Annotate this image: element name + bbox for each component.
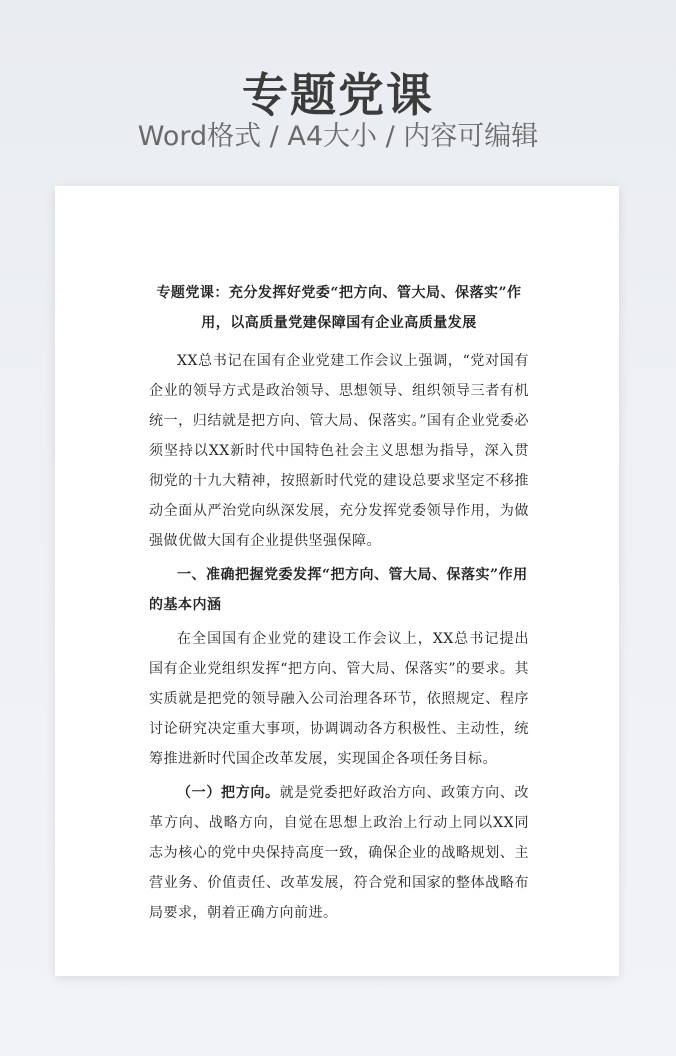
document-body [149,278,529,932]
document-title: 专题党课：充分发挥好党委“把方向、管大局、保落实”作用，以高质量党建保障国有企业高质量发展 [156,285,522,331]
paragraph-section-1: 在全国国有企业党的建设工作会议上，XX总书记提出国有企业党组织发挥“把方向、管大局、保落实”的要求。其实质就是把党的领导融入公司治理各环节，依照规定、程序讨论研究决定重大事项，协调调动各方积极性、主动性，统筹推进新时代国企改革发展，实现国企各项任务目标。 [149,631,529,767]
paragraph-direction [149,778,529,928]
paragraph-intro: XX总书记在国有企业党建工作会议上强调，“党对国有企业的领导方式是政治领导、思想领导、组织领导三者有机统一，归结就是把方向、管大局、保落实。”国有企业党委必须坚持以XX新时代中国特色社会主义思想为指导，深入贯彻党的十九大精神，按照新时代党的建设总要求坚定不移推动全面从严治党向纵深发展，充分发挥党委领导作用，为做强做优做大国有企业提供坚强保障。 [149,353,529,549]
subheading-direction: （一）把方向。 [177,785,280,801]
document-page [55,186,619,976]
banner-title: 专题党课 [242,68,434,122]
paragraph-direction-text: 就是党委把好政治方向、政策方向、改革方向、战略方向，自觉在思想上政治上行动上同以XX同志为核心的党中央保持高度一致，确保企业的战略规划、主营业务、价值责任、改革发展，符合党和国家的整体战略布局要求，朝着正确方向前进。 [149,785,530,921]
banner-subtitle: Word格式 / A4大小 / 内容可编辑 [137,121,539,152]
section-heading-1: 一、准确把握党委发挥“把方向、管大局、保落实”作用的基本内涵 [149,567,528,613]
